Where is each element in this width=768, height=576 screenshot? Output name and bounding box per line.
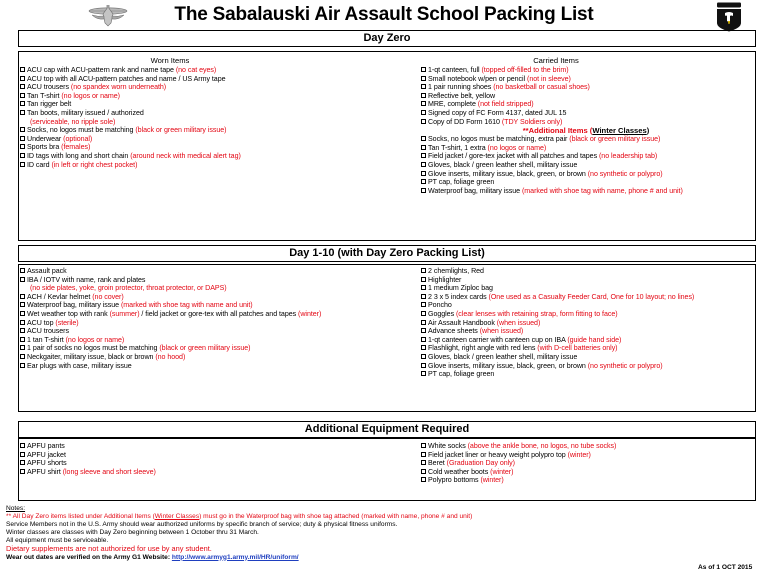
item-note: (serviceable, no ripple sole) <box>30 117 116 126</box>
list-item <box>421 178 756 187</box>
item-text: Glove inserts, military issue, black, green, or brown <box>428 361 588 370</box>
list-item <box>20 468 415 477</box>
item-text: ACU top with all ACU-pattern patches and name / US Army tape <box>27 74 226 83</box>
checkbox[interactable] <box>20 110 25 115</box>
list-item <box>20 451 415 460</box>
note-line-2: Service Members not in the U.S. Army should wear authorized uniforms by specific branch of service; duty & physical fitness uniforms. <box>6 521 398 529</box>
note-line-3: Winter classes are classes with Day Zero beginning between 1 October thru 31 March. <box>6 529 259 537</box>
checkbox[interactable] <box>421 171 426 176</box>
item-text: Socks, no logos must be matching <box>27 126 136 135</box>
checkbox[interactable] <box>20 93 25 98</box>
item-text: Socks, no logos must be matching, extra pair <box>428 135 570 144</box>
item-note: (winter) <box>298 309 322 318</box>
winter-items-heading: **Additional Items (Winter Classes) <box>522 126 650 136</box>
uniform-website-link[interactable]: http://www.armyg1.army.mil/HR/uniform/ <box>171 553 299 561</box>
item-text: PT cap, foliage green <box>428 178 495 187</box>
item-note: (no spandex worn underneath) <box>70 83 167 92</box>
item-text: Reflective belt, yellow <box>428 91 496 100</box>
item-text: Poncho <box>428 301 452 310</box>
item-note: (with D-cell batteries only) <box>537 344 618 353</box>
list-item <box>421 118 756 127</box>
item-text: Tan boots, military issued / authorized <box>27 108 144 117</box>
item-text: Assault pack <box>27 267 67 275</box>
item-text: 1 pair of socks no logos must be matching <box>27 344 160 353</box>
checkbox[interactable] <box>421 145 426 150</box>
checkbox[interactable] <box>421 469 426 474</box>
list-item <box>421 336 756 345</box>
note-line-4: All equipment must be serviceable. <box>6 537 109 545</box>
item-text: ACH / Kevlar helmet <box>27 292 93 301</box>
checkbox[interactable] <box>20 101 25 106</box>
checkbox[interactable] <box>20 460 25 465</box>
list-item <box>20 276 415 285</box>
checkbox[interactable] <box>20 144 25 149</box>
item-text: Flashlight, right angle with red lens <box>428 344 538 353</box>
day-1-10-left-list <box>20 267 415 370</box>
carried-items-column <box>421 56 756 195</box>
checkbox[interactable] <box>20 84 25 89</box>
item-note: (no cat eyes) <box>175 66 217 74</box>
list-item <box>20 301 415 310</box>
checkbox[interactable] <box>421 268 426 273</box>
item-text: Cold weather boots <box>428 467 491 476</box>
item-text: Copy of DD Form 1610 <box>428 117 502 126</box>
list-item <box>20 293 415 302</box>
checkbox[interactable] <box>421 320 426 325</box>
item-text: Air Assault Handbook <box>428 318 497 327</box>
item-note: (One used as a Casualty Feeder Card, One for 10 layout; no lines) <box>488 292 695 301</box>
checkbox[interactable] <box>20 153 25 158</box>
worn-items-heading: Worn Items <box>150 56 190 65</box>
list-item <box>421 459 756 468</box>
list-item <box>421 66 756 75</box>
item-note: (summer) <box>109 309 140 318</box>
list-item <box>20 344 415 353</box>
item-text: ID card <box>27 160 52 169</box>
list-item <box>421 75 756 84</box>
item-text: IBA / IOTV with name, rank and plates <box>27 275 146 284</box>
item-note: (black or green military issue) <box>569 135 661 144</box>
checkbox[interactable] <box>20 76 25 81</box>
list-item <box>421 319 756 328</box>
notes-title: Notes: <box>6 505 26 512</box>
checkbox[interactable] <box>421 277 426 282</box>
additional-right-list <box>421 442 756 485</box>
item-text: Tan T-shirt <box>27 91 62 100</box>
checkbox[interactable] <box>421 452 426 457</box>
list-item <box>20 267 415 276</box>
checkbox[interactable] <box>421 443 426 448</box>
list-item <box>20 161 415 170</box>
list-item <box>20 135 415 144</box>
checkbox[interactable] <box>421 162 426 167</box>
checkbox[interactable] <box>20 337 25 342</box>
list-item <box>20 310 415 319</box>
item-text: APFU shorts <box>27 459 67 468</box>
item-note: (no logos or name) <box>61 91 120 100</box>
item-text: Field jacket liner or heavy weight polypro top <box>428 450 568 459</box>
checkbox[interactable] <box>421 119 426 124</box>
item-text: Small notebook w/pen or pencil <box>428 74 528 83</box>
list-item <box>20 284 415 293</box>
checkbox[interactable] <box>421 477 426 482</box>
item-text: Gloves, black / green leather shell, military issue <box>428 352 578 361</box>
checkbox[interactable] <box>421 101 426 106</box>
checkbox[interactable] <box>421 285 426 290</box>
list-item <box>20 353 415 362</box>
item-note: (long sleeve and short sleeve) <box>62 467 156 476</box>
item-text: Signed copy of FC Form 4137, dated JUL 15 <box>428 108 567 117</box>
checkbox[interactable] <box>421 311 426 316</box>
checkbox[interactable] <box>20 320 25 325</box>
item-note: (winter) <box>567 450 591 459</box>
list-item <box>20 362 415 371</box>
item-text: 2 3 x 5 index cards <box>428 292 489 301</box>
item-note: (marked with shoe tag with name and unit) <box>121 301 253 310</box>
item-text: Glove inserts, military issue, black, green, or brown <box>428 169 588 178</box>
carried-items-list <box>421 66 756 126</box>
item-text: Tan rigger belt <box>27 100 72 109</box>
item-note: (optional) <box>63 134 93 143</box>
checkbox[interactable] <box>421 153 426 158</box>
item-note: (sterile) <box>55 318 79 327</box>
checkbox[interactable] <box>20 354 25 359</box>
list-item <box>421 144 756 153</box>
item-text: 1-qt canteen carrier with canteen cup on IBA <box>428 335 568 344</box>
checkbox[interactable] <box>421 328 426 333</box>
additional-right-column <box>421 442 756 485</box>
note-line-6: Wear out dates are verified on the Army G1 Website: http://www.armyg1.army.mil/HR/uniform/ <box>6 553 299 561</box>
day-zero-box <box>18 51 756 241</box>
item-text: / field jacket or gore-tex with all patches and tapes <box>139 309 299 318</box>
checkbox[interactable] <box>421 93 426 98</box>
checkbox[interactable] <box>20 345 25 350</box>
list-item <box>20 100 415 109</box>
item-text: 1 pair running shoes <box>428 83 494 92</box>
item-note: (no basketball or casual shoes) <box>493 83 590 92</box>
checkbox[interactable] <box>421 302 426 307</box>
section-day-1-10: Day 1-10 (with Day Zero Packing List) <box>18 245 756 262</box>
list-item <box>421 344 756 353</box>
item-text: APFU shirt <box>27 467 63 476</box>
checkbox[interactable] <box>20 328 25 333</box>
list-item <box>20 319 415 328</box>
checkbox[interactable] <box>421 67 426 72</box>
item-text: ACU trousers <box>27 83 71 92</box>
item-note: (females) <box>61 143 91 152</box>
list-item <box>421 468 756 477</box>
item-text: Ear plugs with case, military issue <box>27 361 132 370</box>
item-text: 1 medium Ziploc bag <box>428 284 493 293</box>
checkbox[interactable] <box>421 294 426 299</box>
list-item <box>20 442 415 451</box>
item-text: 2 chemlights, Red <box>428 267 484 275</box>
list-item <box>421 109 756 118</box>
item-text: ID tags with long and short chain <box>27 151 131 160</box>
list-item <box>421 170 756 179</box>
checkbox[interactable] <box>421 76 426 81</box>
item-text: Wet weather top with rank <box>27 309 110 318</box>
list-item <box>421 161 756 170</box>
checkbox[interactable] <box>421 84 426 89</box>
worn-items-column <box>20 56 415 169</box>
item-note: (no synthetic or polypro) <box>587 361 663 370</box>
item-note: (around neck with medical alert tag) <box>130 151 241 160</box>
item-note: (Graduation Day only) <box>446 459 515 468</box>
additional-box <box>18 438 756 501</box>
item-text: Waterproof bag, military issue <box>428 186 522 195</box>
item-text: APFU pants <box>27 442 65 450</box>
list-item <box>20 327 415 336</box>
item-text: PT cap, foliage green <box>428 370 495 379</box>
checkbox[interactable] <box>421 460 426 465</box>
checkbox[interactable] <box>421 354 426 359</box>
item-text: White socks <box>428 442 468 450</box>
item-text: Waterproof bag, military issue <box>27 301 121 310</box>
list-item <box>20 143 415 152</box>
item-text: Advance sheets <box>428 327 480 336</box>
checkbox[interactable] <box>421 345 426 350</box>
item-note: (no leadership tab) <box>599 152 658 161</box>
page-title: The Sabalauski Air Assault School Packing List <box>174 4 594 25</box>
item-text: Field jacket / gore-tex jacket with all patches and tapes <box>428 152 599 161</box>
list-item <box>421 135 756 144</box>
as-of-date: As of 1 OCT 2015 <box>698 564 753 571</box>
checkbox[interactable] <box>20 363 25 368</box>
checkbox[interactable] <box>20 277 25 282</box>
list-item <box>20 459 415 468</box>
notes <box>6 505 756 562</box>
checkbox[interactable] <box>20 452 25 457</box>
checkbox[interactable] <box>421 179 426 184</box>
list-item <box>20 336 415 345</box>
item-text: APFU jacket <box>27 450 66 459</box>
day-1-10-box <box>18 264 756 412</box>
checkbox[interactable] <box>20 302 25 307</box>
section-additional: Additional Equipment Required <box>18 421 756 438</box>
checkbox[interactable] <box>20 469 25 474</box>
item-text: Underwear <box>27 134 64 143</box>
list-item <box>20 66 415 75</box>
item-text: 1 tan T-shirt <box>27 335 66 344</box>
list-item <box>421 100 756 109</box>
item-text: ACU cap with ACU-pattern rank and name tape <box>27 66 176 74</box>
list-item <box>421 476 756 485</box>
list-item <box>421 293 756 302</box>
item-note: (black or green military issue) <box>159 344 251 353</box>
item-note: (guide hand side) <box>567 335 622 344</box>
checkbox[interactable] <box>421 371 426 376</box>
item-note: (no hood) <box>155 352 186 361</box>
list-item <box>20 75 415 84</box>
section-day-zero: Day Zero <box>18 30 756 47</box>
list-item <box>421 267 756 276</box>
item-note: (above the ankle bone, no logos, no tube socks) <box>467 442 617 450</box>
checkbox[interactable] <box>20 294 25 299</box>
list-item <box>421 370 756 379</box>
list-item <box>20 118 415 127</box>
item-note: (marked with shoe tag with name, phone # and unit) <box>522 186 683 195</box>
list-item <box>421 451 756 460</box>
item-note: (winter) <box>480 476 504 485</box>
note-line-5: Dietary supplements are not authorized for use by any student. <box>6 544 212 554</box>
day-1-10-left-column <box>20 267 415 370</box>
item-note: (no side plates, yoke, groin protector, throat protector, or DAPS) <box>30 284 227 293</box>
carried-items-heading: Carried Items <box>533 56 579 65</box>
item-note: (when issued) <box>496 318 541 327</box>
item-note: (no logos or name) <box>487 143 547 152</box>
item-text: Gloves, black / green leather shell, military issue <box>428 160 578 169</box>
checkbox[interactable] <box>20 136 25 141</box>
note-line-1: ** All Day Zero items listed under Additional Items (Winter Classes) must go in the Waterproof bag with shoe tag attached (marked with name, phone # and unit) <box>6 513 473 521</box>
item-text: Neckgaiter, military issue, black or brown <box>27 352 156 361</box>
item-note: (not in sleeve) <box>527 74 571 83</box>
checkbox[interactable] <box>20 268 25 273</box>
list-item <box>20 83 415 92</box>
item-note: (no cover) <box>92 292 124 301</box>
list-item <box>421 301 756 310</box>
winter-items-list <box>421 135 756 195</box>
list-item <box>421 152 756 161</box>
item-text: Tan T-shirt, 1 extra <box>428 143 488 152</box>
list-item <box>20 152 415 161</box>
list-item <box>421 442 756 451</box>
screaming-eagle-patch-icon <box>716 2 742 32</box>
item-note: (not field stripped) <box>477 100 534 109</box>
item-text: Highlighter <box>428 275 462 284</box>
item-text: Goggles <box>428 309 456 318</box>
list-item <box>421 310 756 319</box>
day-1-10-right-list <box>421 267 756 379</box>
list-item <box>421 92 756 101</box>
item-note: (winter) <box>490 467 514 476</box>
item-note: (when issued) <box>479 327 524 336</box>
list-item <box>20 126 415 135</box>
header <box>0 0 768 30</box>
checkbox[interactable] <box>421 110 426 115</box>
additional-left-list <box>20 442 415 476</box>
checkbox[interactable] <box>20 67 25 72</box>
item-text: MRE, complete <box>428 100 478 109</box>
day-1-10-right-column <box>421 267 756 379</box>
checkbox[interactable] <box>20 162 25 167</box>
list-item <box>421 284 756 293</box>
checkbox[interactable] <box>20 443 25 448</box>
item-text: ACU top <box>27 318 56 327</box>
item-text: 1-qt canteen, full <box>428 66 482 74</box>
item-text: Sports bra <box>27 143 62 152</box>
list-item <box>421 362 756 371</box>
item-note: (topped off-filled to the brim) <box>481 66 569 74</box>
list-item <box>421 327 756 336</box>
item-note: (clear lenses with retaining strap, form fitting to face) <box>456 309 618 318</box>
additional-left-column <box>20 442 415 476</box>
item-text: Beret <box>428 459 447 468</box>
checkbox[interactable] <box>421 136 426 141</box>
list-item <box>421 276 756 285</box>
list-item <box>20 92 415 101</box>
list-item <box>20 109 415 118</box>
item-note: (in left or right chest pocket) <box>51 160 138 169</box>
worn-items-list <box>20 66 415 169</box>
checkbox[interactable] <box>421 188 426 193</box>
checkbox[interactable] <box>421 363 426 368</box>
list-item <box>421 187 756 196</box>
checkbox[interactable] <box>20 127 25 132</box>
item-note: (no logos or name) <box>65 335 125 344</box>
item-text: Polypro bottoms <box>428 476 481 485</box>
checkbox[interactable] <box>20 311 25 316</box>
item-note: (no synthetic or polypro) <box>587 169 663 178</box>
list-item <box>421 353 756 362</box>
item-note: (black or green military issue) <box>135 126 227 135</box>
checkbox[interactable] <box>421 337 426 342</box>
item-text: ACU trousers <box>27 327 69 336</box>
item-note: (TDY Soldiers only) <box>501 117 563 126</box>
list-item <box>421 83 756 92</box>
